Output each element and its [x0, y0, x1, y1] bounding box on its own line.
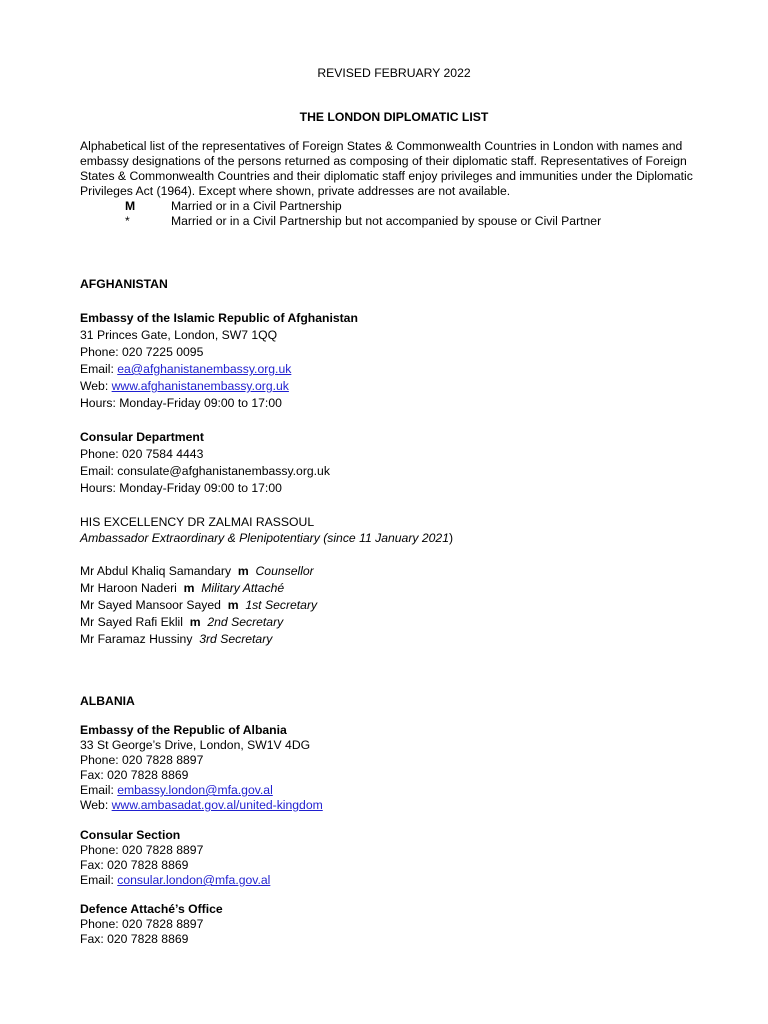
consular-email: Email: consulate@afghanistanembassy.org.uk	[80, 464, 330, 478]
staff-role: 1st Secretary	[245, 598, 318, 612]
country-heading-albania: ALBANIA	[80, 694, 135, 708]
defence-phone: Phone: 020 7828 8897	[80, 917, 204, 931]
embassy-phone: Phone: 020 7828 8897	[80, 753, 204, 767]
legend-key-unaccompanied: *	[125, 214, 130, 228]
embassy-web-row	[80, 379, 289, 394]
web-label: Web:	[80, 379, 112, 393]
country-heading-afghanistan: AFGHANISTAN	[80, 277, 168, 291]
embassy-name: Embassy of the Republic of Albania	[80, 723, 287, 737]
consular-heading: Consular Section	[80, 828, 181, 842]
web-label: Web:	[80, 798, 112, 812]
embassy-phone: Phone: 020 7225 0095	[80, 345, 204, 359]
staff-role: Counsellor	[255, 564, 314, 578]
staff-name: Mr Haroon Naderi	[80, 581, 177, 595]
head-of-mission-role: Ambassador Extraordinary & Plenipotentiary (since 11 January 2021	[80, 531, 449, 545]
staff-name: Mr Sayed Mansoor Sayed	[80, 598, 221, 612]
staff-row	[80, 581, 284, 596]
staff-row	[80, 615, 283, 630]
staff-name: Mr Faramaz Hussiny	[80, 632, 193, 646]
intro-paragraph: Alphabetical list of the representatives of Foreign States & Commonwealth Countries in London with names and embassy designations of the persons returned as composing of their diplomatic staff. Representatives of Foreign States & Commonwealth Countries and their diplomatic staff enjoy privileges and immunities under the Diplomatic Privileges Act (1964). Except where shown, private addresses are not available.	[80, 139, 693, 198]
embassy-web-link[interactable]: www.afghanistanembassy.org.uk	[111, 379, 289, 393]
head-of-mission-name: HIS EXCELLENCY DR ZALMAI RASSOUL	[80, 515, 315, 529]
staff-name: Mr Abdul Khaliq Samandary	[80, 564, 232, 578]
legend-text-unaccompanied: Married or in a Civil Partnership but not accompanied by spouse or Civil Partner	[171, 214, 602, 228]
staff-row	[80, 564, 314, 579]
staff-mark: m	[227, 598, 239, 612]
consular-phone: Phone: 020 7828 8897	[80, 843, 204, 857]
embassy-address: 33 St George’s Drive, London, SW1V 4DG	[80, 738, 311, 752]
revised-date: REVISED FEBRUARY 2022	[317, 66, 471, 80]
consular-phone: Phone: 020 7584 4443	[80, 447, 204, 461]
embassy-address: 31 Princes Gate, London, SW7 1QQ	[80, 328, 278, 342]
consular-fax: Fax: 020 7828 8869	[80, 858, 189, 872]
staff-mark: m	[183, 581, 195, 595]
legend-key-married: M	[125, 199, 136, 213]
staff-mark: m	[189, 615, 201, 629]
embassy-name: Embassy of the Islamic Republic of Afghanistan	[80, 311, 358, 325]
consular-hours: Hours: Monday-Friday 09:00 to 17:00	[80, 481, 282, 495]
embassy-fax: Fax: 020 7828 8869	[80, 768, 189, 782]
consular-heading: Consular Department	[80, 430, 204, 444]
embassy-email-link[interactable]: embassy.london@mfa.gov.al	[117, 783, 273, 797]
consular-email-row	[80, 873, 270, 888]
embassy-web-row	[80, 798, 323, 813]
role-close-paren: )	[448, 531, 454, 545]
staff-row	[80, 632, 272, 647]
head-of-mission-role-row	[80, 531, 453, 546]
staff-role: 3rd Secretary	[199, 632, 273, 646]
email-label: Email:	[80, 783, 118, 797]
document-title: THE LONDON DIPLOMATIC LIST	[299, 110, 489, 124]
staff-role: 2nd Secretary	[207, 615, 284, 629]
staff-mark: m	[237, 564, 249, 578]
email-label: Email:	[80, 362, 118, 376]
defence-attache-heading: Defence Attaché’s Office	[80, 902, 223, 916]
embassy-email-link[interactable]: ea@afghanistanembassy.org.uk	[117, 362, 292, 376]
staff-name: Mr Sayed Rafi Eklil	[80, 615, 183, 629]
defence-fax: Fax: 020 7828 8869	[80, 932, 189, 946]
email-label: Email:	[80, 873, 118, 887]
staff-role: Military Attaché	[201, 581, 285, 595]
embassy-email-row	[80, 783, 273, 798]
consular-email-link[interactable]: consular.london@mfa.gov.al	[117, 873, 271, 887]
staff-row	[80, 598, 317, 613]
embassy-web-link[interactable]: www.ambasadat.gov.al/united-kingdom	[111, 798, 323, 812]
legend-text-married: Married or in a Civil Partnership	[171, 199, 342, 213]
embassy-email-row	[80, 362, 291, 377]
embassy-hours: Hours: Monday-Friday 09:00 to 17:00	[80, 396, 282, 410]
